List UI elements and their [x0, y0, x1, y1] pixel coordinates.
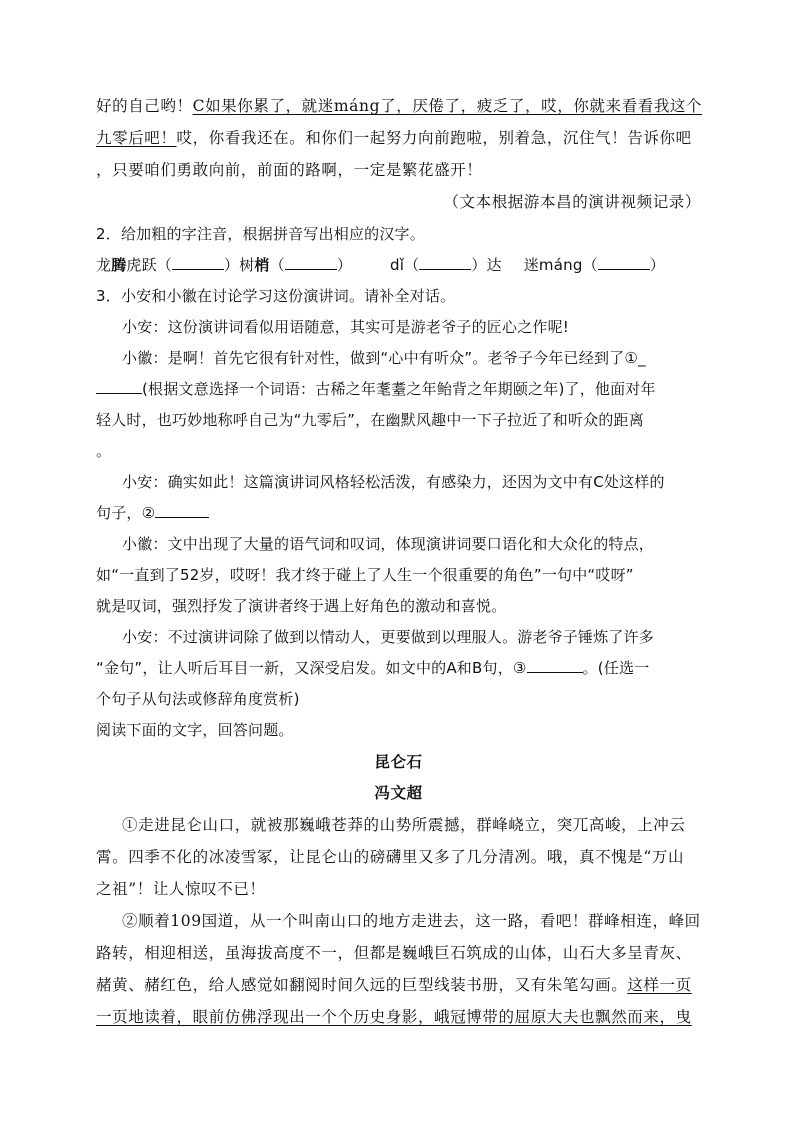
paragraph-text: 赭黄、赭红色，给人感觉如翻阅时间久远的巨型线装书册，又有朱笔勾画。	[96, 976, 628, 994]
reading-title	[96, 752, 701, 772]
speech-line-2	[96, 128, 701, 148]
item-text: dǐ（	[390, 256, 420, 274]
paragraph-text: 路转，相迎相送，虽海拔高度不一，但都是巍峨巨石筑成的山体，山石大多呈青灰、	[96, 944, 692, 962]
paragraph-1-line-3	[96, 879, 701, 899]
answer-blank-2[interactable]	[285, 255, 337, 270]
dialogue-text: 句子，②	[96, 504, 156, 522]
intro-text: 阅读下面的文字，回答问题。	[96, 721, 294, 739]
dialogue-text: 就是叹词，强烈抒发了演讲者终于遇上好角色的激动和喜悦。	[96, 597, 507, 615]
answer-blank-q3-3[interactable]	[527, 658, 583, 673]
dialogue-text: 个句子从句法或修辞角度赏析)	[96, 690, 300, 708]
dialogue-text: 小徽：是啊！首先它很有针对性，做到“心中有听众”。老爷子今年已经到了①_	[122, 349, 646, 367]
speech-line-1	[96, 96, 701, 116]
speech-line-3	[96, 160, 701, 180]
reading-author	[96, 783, 701, 803]
dialogue-text: 。(任选一	[582, 659, 650, 677]
item-text: （	[269, 256, 285, 274]
speech-text: 哎，你看我还在。和你们一起努力向前跑啦，别着急，沉住气！告诉你吧	[176, 129, 692, 147]
dialogue-an-2-cont	[96, 503, 701, 523]
dialogue-text: 小安：不过演讲词除了做到以情动人，更要做到以理服人。游老爷子锤炼了许多	[122, 628, 655, 646]
item-text: ）	[336, 256, 353, 274]
item-text: ）树	[224, 256, 255, 274]
item-text: 虎跃（	[126, 256, 173, 274]
paragraph-2-line-2	[96, 943, 701, 963]
dialogue-hui-1-cont	[96, 379, 701, 399]
speech-source	[96, 192, 701, 212]
dialogue-hui-2-cont2	[96, 596, 701, 616]
dialogue-text: 小徽：文中出现了大量的语气词和叹词，体现演讲词要口语化和大众化的特点，	[122, 535, 655, 553]
dialogue-text: “金句”，让人听后耳目一新，又深受启发。如文中的A和B句，③	[96, 659, 527, 677]
question-text: 3．小安和小徽在讨论学习这份演讲词。请补全对话。	[96, 287, 456, 305]
speech-text: ，只要咱们勇敢向前，前面的路啊，一定是繁花盛开！	[96, 161, 483, 179]
dialogue-an-3	[96, 627, 727, 647]
paragraph-text: 之祖”！让人惊叹不已！	[96, 880, 266, 898]
dialogue-text: 。	[96, 442, 112, 460]
item-text: ）	[649, 256, 665, 274]
paragraph-text: ①走进昆仑山口，就被那巍峨苍莽的山势所震撼，群峰峣立，突兀高峻，上冲云	[122, 816, 686, 834]
dialogue-hui-2	[96, 534, 727, 554]
dialogue-hui-1-cont3	[96, 441, 701, 461]
dialogue-an-3-cont	[96, 658, 701, 678]
dialogue-text: 如“一直到了52岁，哎呀！我才终于碰上了人生一个很重要的角色”一句中“哎呀”	[96, 566, 634, 584]
source-note: （文本根据游本昌的演讲视频记录）	[443, 193, 701, 211]
dialogue-hui-1	[96, 348, 727, 368]
paragraph-1-line-2	[96, 847, 701, 867]
reading-intro	[96, 720, 701, 740]
underlined-sentence-c-end: 九零后吧！	[96, 129, 177, 147]
answer-blank-q3-1[interactable]	[96, 379, 142, 394]
question-3-stem	[96, 286, 701, 306]
title-text: 昆仑石	[374, 752, 423, 771]
underlined-sentence-c: C如果你累了，就迷máng了，厌倦了，疲乏了，哎，你就来看看我这个	[192, 97, 703, 115]
answer-blank-4[interactable]	[598, 255, 650, 270]
question-text: 2．给加粗的字注音，根据拼音写出相应的汉字。	[96, 225, 425, 243]
bold-char-teng: 腾	[111, 256, 127, 274]
dialogue-hui-2-cont	[96, 565, 701, 585]
item-text: 迷máng（	[523, 256, 598, 274]
answer-blank-q3-2[interactable]	[155, 503, 209, 518]
dialogue-text: (根据文意选择一个词语：古稀之年耄耋之年鲐背之年期颐之年)了，他面对年	[142, 380, 656, 398]
item-text: ）达	[471, 256, 502, 274]
speech-text: 好的自己哟！	[96, 97, 193, 115]
answer-blank-3[interactable]	[419, 255, 471, 270]
dialogue-an-1	[96, 317, 727, 337]
underlined-sentence: 一页地读着，眼前仿佛浮现出一个个历史身影，峨冠博带的屈原大夫也飘然而来，曳	[96, 1008, 692, 1026]
paragraph-text: 霄。四季不化的冰凌雪冢，让昆仑山的磅礴里又多了几分清冽。哦，真不愧是“万山	[96, 848, 685, 866]
answer-blank-1[interactable]	[172, 255, 224, 270]
bold-char-shao: 梢	[254, 256, 270, 274]
dialogue-hui-1-cont2	[96, 410, 701, 430]
underlined-sentence: 这样一页	[627, 976, 692, 994]
paragraph-text: ②顺着109国道，从一个叫南山口的地方走进去，这一路，看吧！群峰相连，峰回	[122, 912, 701, 930]
dialogue-text: 小安：确实如此！这篇演讲词风格轻松活泼，有感染力，还因为文中有C处这样的	[122, 473, 665, 491]
paragraph-2-line-3	[96, 975, 701, 995]
dialogue-text: 小安：这份演讲词看似用语随意，其实可是游老爷子的匠心之作呢!	[122, 318, 570, 336]
paragraph-2-line-4	[96, 1007, 701, 1027]
author-text: 冯文超	[374, 783, 423, 802]
paragraph-2-line-1	[96, 911, 727, 931]
item-text: 龙	[96, 256, 112, 274]
paragraph-1-line-1	[96, 815, 727, 835]
dialogue-an-2	[96, 472, 727, 492]
question-2-stem	[96, 224, 701, 244]
dialogue-text: 轻人时，也巧妙地称呼自己为“九零后”，在幽默风趣中一下子拉近了和听众的距离	[96, 411, 644, 429]
question-2-items	[96, 255, 701, 275]
dialogue-an-3-cont2	[96, 689, 701, 709]
